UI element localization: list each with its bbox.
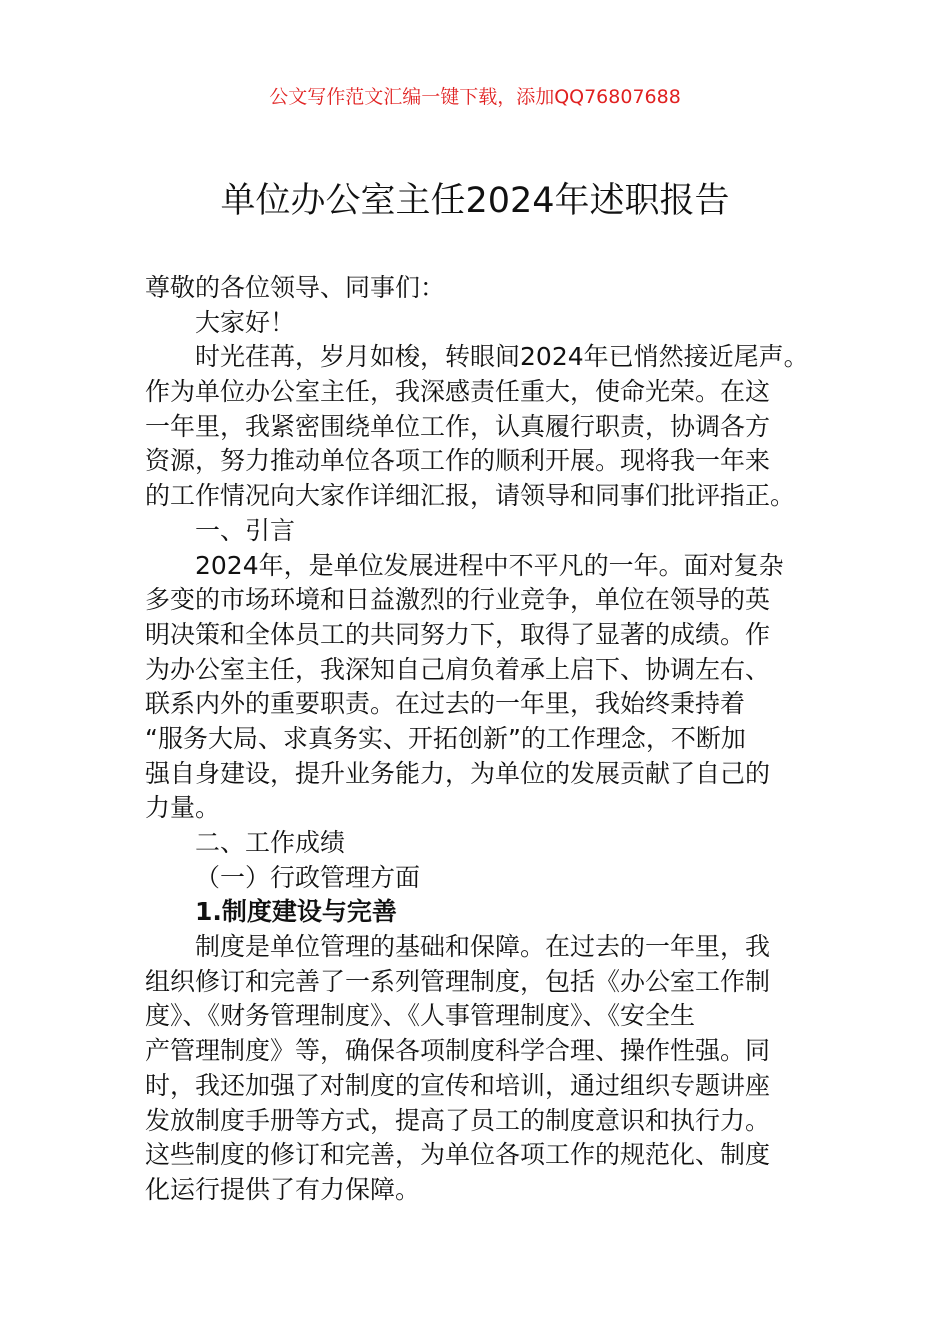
text-line: 产管理制度》等，确保各项制度科学合理、操作性强。同 <box>145 1036 771 1066</box>
paragraph <box>145 306 825 341</box>
text-line: 尊敬的各位领导、同事们： <box>145 273 446 302</box>
watermark-download-notice: 公文写作范文汇编一键下载，添加QQ76807688 <box>269 86 681 108</box>
text-line: 为办公室主任，我深知自己肩负着承上启下、协调左右、 <box>145 654 771 684</box>
paragraph <box>145 861 825 896</box>
text-line: 一、引言 <box>195 515 296 545</box>
text-line: 明决策和全体员工的共同努力下，取得了显著的成绩。作 <box>145 619 771 649</box>
paragraph <box>145 340 825 513</box>
text-line: 时，我还加强了对制度的宣传和培训，通过组织专题讲座 <box>145 1070 771 1100</box>
paragraph <box>145 514 825 549</box>
paragraph <box>145 549 825 827</box>
text-line: 这些制度的修订和完善，为单位各项工作的规范化、制度 <box>145 1140 771 1170</box>
text-line: 2024年，是单位发展进程中不平凡的一年。面对复杂 <box>195 550 784 580</box>
paragraph <box>145 271 825 306</box>
text-line: 一年里，我紧密围绕单位工作，认真履行职责，协调各方 <box>145 411 771 441</box>
text-line: “服务大局、求真务实、开拓创新”的工作理念，不断加 <box>145 723 746 753</box>
text-line: 度》、《财务管理制度》、《人事管理制度》、《安全生 <box>145 1001 696 1031</box>
document-body <box>145 271 825 1208</box>
text-line: 1.制度建设与完善 <box>195 897 397 927</box>
section-subheading <box>145 895 825 930</box>
text-line: 多变的市场环境和日益激烈的行业竞争，单位在领导的英 <box>145 585 771 615</box>
document-title: 单位办公室主任2024年述职报告 <box>220 181 730 221</box>
text-line: 二、工作成绩 <box>195 828 346 857</box>
text-line: 制度是单位管理的基础和保障。在过去的一年里，我 <box>195 932 771 962</box>
paragraph <box>145 826 825 861</box>
text-line: 联系内外的重要职责。在过去的一年里，我始终秉持着 <box>145 689 746 719</box>
text-line: 发放制度手册等方式，提高了员工的制度意识和执行力。 <box>145 1105 771 1135</box>
text-line: 资源，努力推动单位各项工作的顺利开展。现将我一年来 <box>145 446 771 476</box>
text-line: 作为单位办公室主任，我深感责任重大，使命光荣。在这 <box>145 377 771 407</box>
text-line: 组织修订和完善了一系列管理制度，包括《办公室工作制 <box>145 966 771 996</box>
text-line: 化运行提供了有力保障。 <box>145 1174 421 1204</box>
text-line: 时光荏苒，岁月如梭，转眼间2024年已悄然接近尾声。 <box>195 342 809 372</box>
text-line: 力量。 <box>145 793 221 823</box>
text-line: （一）行政管理方面 <box>195 862 421 892</box>
text-line: 强自身建设，提升业务能力，为单位的发展贡献了自己的 <box>145 758 771 788</box>
paragraph <box>145 930 825 1208</box>
text-line: 大家好！ <box>195 307 296 337</box>
text-line: 的工作情况向大家作详细汇报，请领导和同事们批评指正。 <box>145 481 796 511</box>
